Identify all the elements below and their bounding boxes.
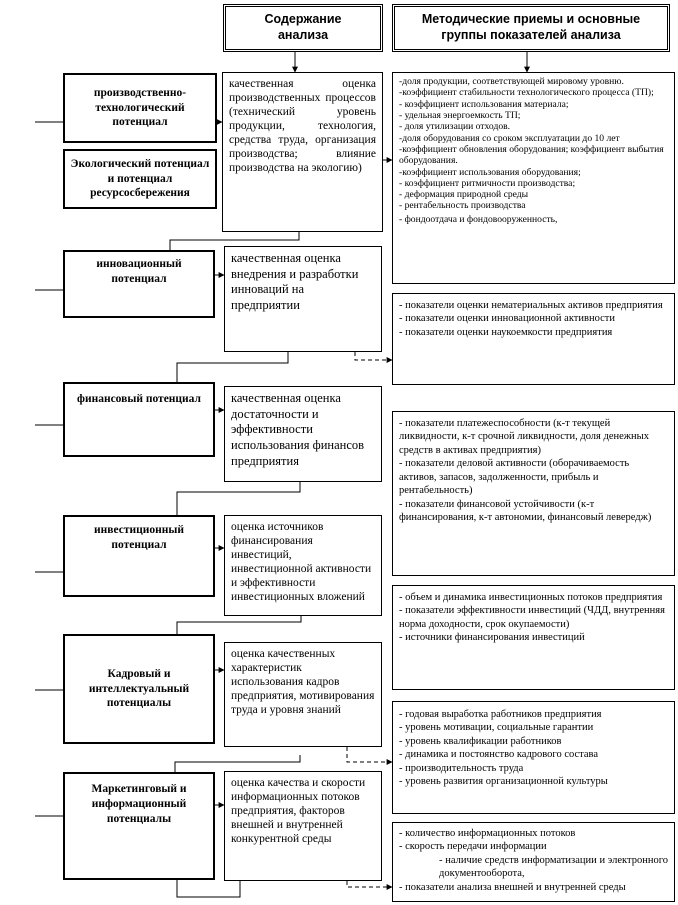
loop-3: [177, 482, 300, 515]
indicators-personnel: [392, 701, 675, 814]
indicators-innovation: [392, 293, 675, 385]
content-production: качественная оценка производственных процессов (технический уровень продукции, технология, средства труда, организация производства; влияние производства на экологию): [222, 72, 383, 232]
header-content: Содержание анализа: [223, 4, 383, 52]
header-methods: Методические приемы и основные группы показателей анализа: [392, 4, 670, 52]
indicator-item: - показатели эффективности инвестиций (ЧДД, внутренняя норма доходности, срок окупаемости): [399, 605, 665, 630]
indicator-item: - показатели финансовой устойчивости (к-т финансирования, к-т автономии, финансовый левередж): [399, 498, 652, 524]
indicators-investment: [392, 585, 675, 690]
potential-production: производственно-технологический потенциал: [63, 73, 217, 143]
indicator-item: - уровень развития организационной культуры: [399, 776, 608, 788]
indicator-item: - удельная энергоемкость ТП;: [399, 109, 521, 121]
potential-ecology: Экологический потенциал и потенциал ресурсосбережения: [63, 149, 217, 209]
potential-innovation: инновационный потенциал: [63, 250, 215, 318]
content-innovation: качественная оценка внедрения и разработки инноваций на предприятии: [224, 246, 382, 352]
potential-personnel: Кадровый и интеллектуальный потенциалы: [63, 634, 215, 744]
indicator-item: -доля оборудования со сроком эксплуатации до 10 лет: [399, 132, 620, 144]
dash-arrow-6: [347, 881, 392, 887]
loop-6: [177, 880, 240, 897]
indicator-item: - коэффициент ритмичности производства;: [399, 177, 576, 189]
dash-arrow-5: [347, 747, 392, 762]
indicator-item: -коэффициент стабильности технологического процесса (ТП);: [399, 87, 654, 99]
content-marketing: оценка качества и скорости информационных потоков предприятия, факторов внешней и внутренней конкурентной среды: [224, 771, 382, 881]
dash-arrow-2: [355, 352, 392, 360]
potential-investment: инвестиционный потенциал: [63, 515, 215, 597]
indicator-item: - динамика и постоянство кадрового состава: [399, 749, 599, 761]
indicator-item: - показатели оценки наукоемкости предприятия: [399, 326, 613, 338]
indicator-item: -коэффициент обновления оборудования; коэффициент выбытия оборудования.: [399, 143, 664, 167]
potential-marketing: Маркетинговый и информационный потенциалы: [63, 772, 215, 880]
indicator-item: - годовая выработка работников предприятия: [399, 709, 602, 720]
indicators-finance: [392, 411, 675, 576]
indicator-item: - показатели деловой активности (оборачиваемость активов, запасов, задолженности, прибыль и рентабельность): [399, 458, 630, 497]
content-finance: качественная оценка достаточности и эффективности использования финансов предприятия: [224, 386, 382, 482]
indicator-item: - источники финансирования инвестиций: [399, 632, 585, 644]
indicator-item: - объем и динамика инвестиционных потоков предприятия: [399, 592, 663, 603]
loop-5: [175, 755, 300, 772]
indicator-item: - показатели оценки нематериальных активов предприятия: [399, 300, 663, 311]
indicator-item: - рентабельность производства: [399, 200, 526, 212]
content-investment: оценка источников финансирования инвестиций, инвестиционной активности и эффективности инвестиционных вложений: [224, 515, 382, 616]
loop-2: [177, 352, 288, 382]
indicator-item: - фондоотдача и фондовооруженность,: [399, 213, 558, 225]
indicators-marketing: [392, 822, 675, 902]
indicator-item: -доля продукции, соответствующей мировому уровню.: [399, 76, 624, 87]
indicator-item: - показатели платежеспособности (к-т текущей ликвидности, к-т срочной ликвидности, доля денежных средств в активах предприятия): [399, 418, 649, 456]
indicator-item: - показатели анализа внешней и внутренней среды: [399, 881, 626, 893]
loop-4: [177, 616, 301, 634]
indicator-item: - производительность труда: [399, 762, 524, 774]
indicator-item: -коэффициент использования оборудования;: [399, 166, 581, 178]
potential-finance: финансовый потенциал: [63, 382, 215, 457]
indicator-item: - количество информационных потоков: [399, 828, 576, 839]
indicator-item: - показатели оценки инновационной активности: [399, 313, 615, 325]
indicator-item: - уровень квалификации работников: [399, 735, 562, 747]
indicator-item: - деформация природной среды: [399, 189, 529, 201]
indicator-item: - уровень мотивации, социальные гарантии: [399, 722, 594, 734]
indicator-item: - наличие средств информатизации и электронного документооборота,: [439, 854, 668, 880]
indicators-production: [392, 72, 675, 284]
indicator-item: - скорость передачи информации: [399, 841, 547, 853]
indicator-item: - доля утилизации отходов.: [399, 121, 511, 133]
content-personnel: оценка качественных характеристик использования кадров предприятия, мотивирования труда и уровня знаний: [224, 642, 382, 747]
indicator-item: - коэффициент использования материала;: [399, 98, 569, 110]
